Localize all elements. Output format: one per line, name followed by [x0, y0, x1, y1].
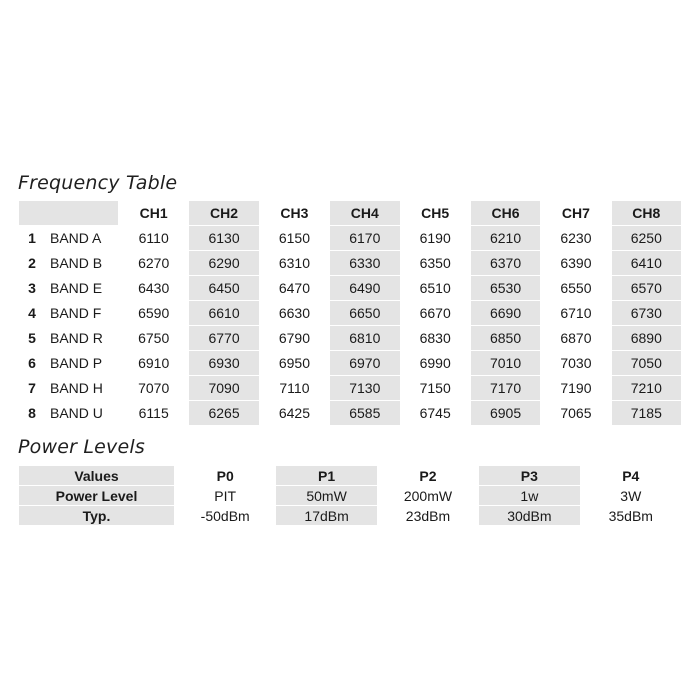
frequency-cell: 6830: [401, 326, 470, 350]
frequency-table: [18, 200, 682, 426]
frequency-row: [19, 226, 681, 250]
power-value-cell: 17dBm: [276, 506, 376, 525]
row-index: 3: [19, 276, 45, 300]
frequency-cell: 6570: [612, 276, 681, 300]
frequency-row: [19, 351, 681, 375]
frequency-cell: 6690: [471, 301, 540, 325]
frequency-cell: 7210: [612, 376, 681, 400]
frequency-cell: 6670: [401, 301, 470, 325]
frequency-cell: 6390: [541, 251, 610, 275]
power-value-cell: 35dBm: [581, 506, 681, 525]
frequency-cell: 6370: [471, 251, 540, 275]
power-row-label: Typ.: [19, 506, 174, 525]
channel-header: CH8: [612, 201, 681, 225]
frequency-cell: 6115: [119, 401, 188, 425]
frequency-cell: 6870: [541, 326, 610, 350]
power-level-header: P0: [175, 466, 275, 485]
band-label: BAND E: [46, 276, 118, 300]
frequency-cell: 6425: [260, 401, 329, 425]
frequency-cell: 6130: [189, 226, 258, 250]
power-row-label: Power Level: [19, 486, 174, 505]
power-value-cell: PIT: [175, 486, 275, 505]
power-value-cell: 30dBm: [479, 506, 579, 525]
frequency-cell: 6530: [471, 276, 540, 300]
band-label: BAND B: [46, 251, 118, 275]
frequency-header-row: [19, 201, 681, 225]
channel-header: CH2: [189, 201, 258, 225]
frequency-row: [19, 326, 681, 350]
frequency-cell: 6550: [541, 276, 610, 300]
frequency-cell: 6310: [260, 251, 329, 275]
frequency-cell: 7185: [612, 401, 681, 425]
frequency-cell: 6190: [401, 226, 470, 250]
frequency-cell: 6750: [119, 326, 188, 350]
frequency-cell: 6290: [189, 251, 258, 275]
row-index: 4: [19, 301, 45, 325]
frequency-cell: 7050: [612, 351, 681, 375]
channel-header: CH5: [401, 201, 470, 225]
frequency-cell: 6905: [471, 401, 540, 425]
frequency-row: [19, 401, 681, 425]
power-header-row: [19, 466, 681, 485]
power-header-label: Values: [19, 466, 174, 485]
frequency-cell: 6510: [401, 276, 470, 300]
channel-header: CH4: [330, 201, 399, 225]
frequency-cell: 7010: [471, 351, 540, 375]
frequency-cell: 6330: [330, 251, 399, 275]
power-level-header: P4: [581, 466, 681, 485]
frequency-cell: 6890: [612, 326, 681, 350]
frequency-cell: 6930: [189, 351, 258, 375]
power-levels-table: [18, 465, 682, 526]
band-label: BAND U: [46, 401, 118, 425]
frequency-cell: 6150: [260, 226, 329, 250]
frequency-cell: 6110: [119, 226, 188, 250]
power-row: [19, 506, 681, 525]
power-value-cell: -50dBm: [175, 506, 275, 525]
frequency-row: [19, 276, 681, 300]
frequency-row: [19, 251, 681, 275]
frequency-cell: 6350: [401, 251, 470, 275]
power-row: [19, 486, 681, 505]
power-level-header: P1: [276, 466, 376, 485]
frequency-cell: 6590: [119, 301, 188, 325]
frequency-cell: 6990: [401, 351, 470, 375]
frequency-cell: 7190: [541, 376, 610, 400]
row-index: 1: [19, 226, 45, 250]
frequency-cell: 6650: [330, 301, 399, 325]
frequency-cell: 6470: [260, 276, 329, 300]
frequency-cell: 7070: [119, 376, 188, 400]
frequency-cell: 6210: [471, 226, 540, 250]
frequency-row: [19, 376, 681, 400]
frequency-cell: 6910: [119, 351, 188, 375]
frequency-cell: 6430: [119, 276, 188, 300]
row-index: 2: [19, 251, 45, 275]
frequency-cell: 6265: [189, 401, 258, 425]
power-value-cell: 50mW: [276, 486, 376, 505]
frequency-cell: 6170: [330, 226, 399, 250]
frequency-cell: 6770: [189, 326, 258, 350]
row-index: 8: [19, 401, 45, 425]
frequency-cell: 6610: [189, 301, 258, 325]
power-level-header: P2: [378, 466, 478, 485]
frequency-row: [19, 301, 681, 325]
frequency-cell: 6850: [471, 326, 540, 350]
power-value-cell: 3W: [581, 486, 681, 505]
frequency-cell: 6490: [330, 276, 399, 300]
frequency-cell: 6950: [260, 351, 329, 375]
frequency-cell: 7130: [330, 376, 399, 400]
power-levels-title: Power Levels: [18, 436, 145, 458]
frequency-cell: 6630: [260, 301, 329, 325]
frequency-cell: 6270: [119, 251, 188, 275]
power-value-cell: 200mW: [378, 486, 478, 505]
frequency-corner-cell: [19, 201, 118, 225]
band-label: BAND P: [46, 351, 118, 375]
frequency-cell: 6410: [612, 251, 681, 275]
band-label: BAND R: [46, 326, 118, 350]
band-label: BAND A: [46, 226, 118, 250]
frequency-cell: 7150: [401, 376, 470, 400]
frequency-cell: 6250: [612, 226, 681, 250]
frequency-cell: 7030: [541, 351, 610, 375]
frequency-cell: 6230: [541, 226, 610, 250]
row-index: 5: [19, 326, 45, 350]
power-value-cell: 1w: [479, 486, 579, 505]
channel-header: CH6: [471, 201, 540, 225]
frequency-table-title: Frequency Table: [18, 172, 178, 194]
frequency-cell: 6730: [612, 301, 681, 325]
power-value-cell: 23dBm: [378, 506, 478, 525]
power-level-header: P3: [479, 466, 579, 485]
channel-header: CH7: [541, 201, 610, 225]
frequency-cell: 6450: [189, 276, 258, 300]
frequency-cell: 6810: [330, 326, 399, 350]
frequency-cell: 7170: [471, 376, 540, 400]
frequency-cell: 7090: [189, 376, 258, 400]
channel-header: CH1: [119, 201, 188, 225]
band-label: BAND H: [46, 376, 118, 400]
frequency-cell: 6970: [330, 351, 399, 375]
frequency-cell: 6710: [541, 301, 610, 325]
frequency-cell: 7065: [541, 401, 610, 425]
band-label: BAND F: [46, 301, 118, 325]
channel-header: CH3: [260, 201, 329, 225]
frequency-cell: 7110: [260, 376, 329, 400]
row-index: 7: [19, 376, 45, 400]
frequency-cell: 6585: [330, 401, 399, 425]
frequency-cell: 6745: [401, 401, 470, 425]
frequency-cell: 6790: [260, 326, 329, 350]
row-index: 6: [19, 351, 45, 375]
